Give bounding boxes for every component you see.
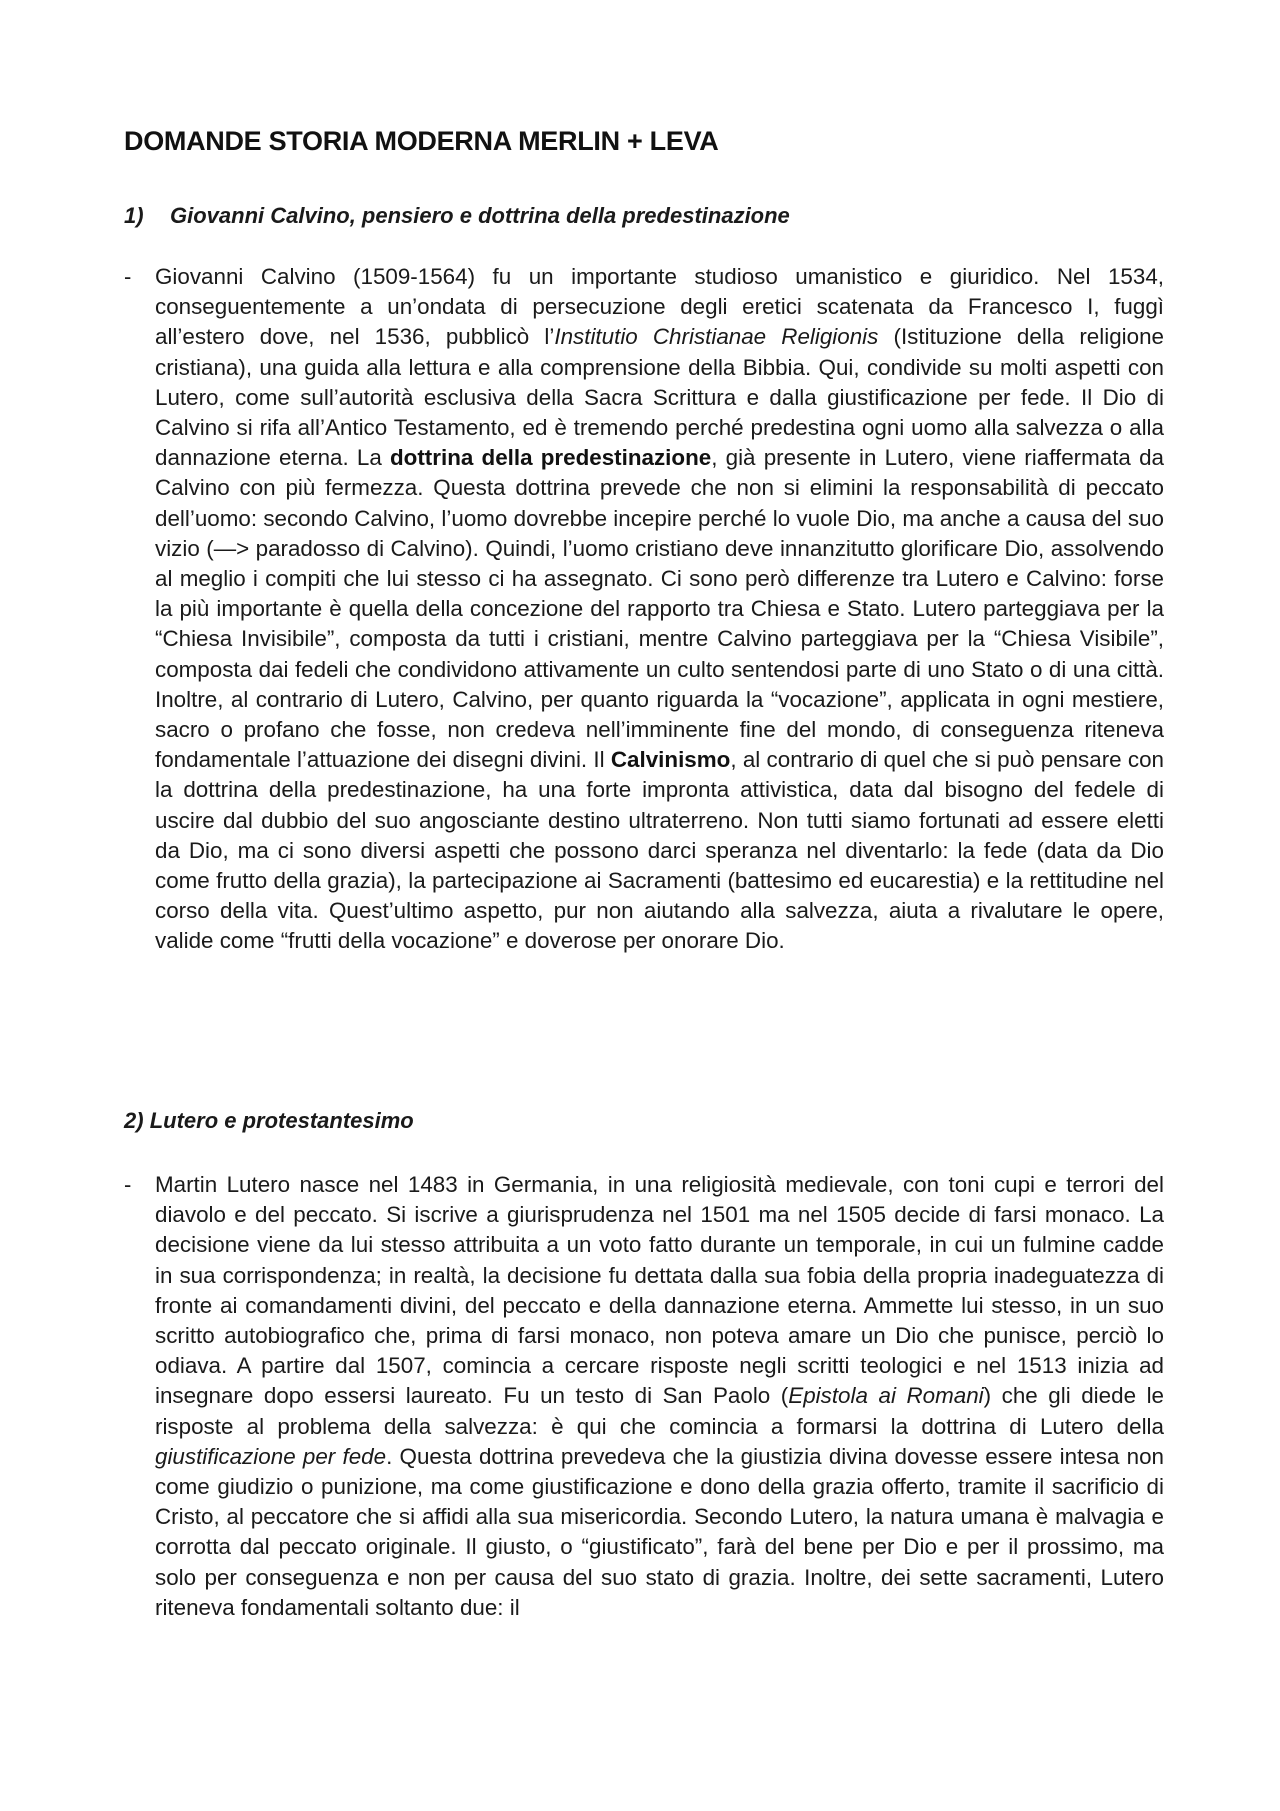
- answer-1-institutio-title: Institutio Christianae Religionis: [554, 324, 879, 350]
- question-1-number: 1): [124, 203, 144, 228]
- document-title: DOMANDE STORIA MODERNA MERLIN + LEVA: [124, 126, 719, 156]
- answer-1-text-b: (Istituzione della religione cristiana), una guida alla lettura e alla comprensione della Bibbia. Qui, condivide su molti aspetti con Lutero, come sull’autorità esclusiva della Sacra Scrittura e dalla giustificazione per fede. Il Dio di Calvino si rifa all’Antico Testamento, ed è tremendo perché predestina ogni uomo alla salvezza o alla dannazione eterna. La: [155, 324, 1164, 471]
- answer-1-text-c: , già presente in Lutero, viene riaffermata da Calvino con più fermezza. Questa dottrina prevede che non si elimini la responsabilità di peccato dell’uomo: secondo Calvino, l’uomo dovrebbe incepire perché lo vuole Dio, ma anche a causa del suo vizio (—> paradosso di Calvino). Quindi, l’uomo cristiano deve innanzitutto glorificare Dio, assolvendo al meglio i compiti che lui stesso ci ha assegnato. Ci sono però differenze tra Lutero e Calvino: forse la più importante è quella della concezione del rapporto tra Chiesa e Stato. Lutero parteggiava per la “Chiesa Invisibile”, composta da tutti i cristiani, mentre Calvino parteggiava per la “Chiesa Visibile”, composta dai fedeli che condividono attivamente un culto sentendosi parte di uno Stato o di una città. Inoltre, al contrario di Lutero, Calvino, per quanto riguarda la “vocazione”, applicata in ogni mestiere, sacro o profano che fosse, non credeva nell’imminente fine del mondo, di conseguenza riteneva fondamentale l’attuazione dei disegni divini. Il: [155, 445, 1164, 773]
- answer-2-paragraph: [155, 1170, 1164, 1623]
- answer-2-text-b: ) che gli diede le risposte al problema della salvezza: è qui che comincia a formarsi la dottrina di Lutero della: [155, 1383, 1164, 1439]
- answer-1-text-d: , al contrario di quel che si può pensare con la dottrina della predestinazione, ha una forte impronta attivistica, data dal bisogno del fedele di uscire dal dubbio del suo angosciante destino ultraterreno. Non tutti siamo fortunati ad essere eletti da Dio, ma ci sono diversi aspetti che possono darci speranza nel diventarlo: la fede (data da Dio come frutto della grazia), la partecipazione ai Sacramenti (battesimo ed eucarestia) e la rettitudine nel corso della vita. Quest’ultimo aspetto, pur non aiutando alla salvezza, aiuta a rivalutare le opere, valide come “frutti della vocazione” e doverose per onorare Dio.: [155, 747, 1164, 954]
- question-2-number: 2): [124, 1108, 144, 1133]
- question-2-title: Lutero e protestantesimo: [149, 1108, 414, 1133]
- answer-1-calvinism-term: Calvinismo: [610, 747, 731, 773]
- answer-2-text-a: Martin Lutero nasce nel 1483 in Germania, in una religiosità medievale, con toni cupi e terrori del diavolo e del peccato. Si iscrive a giurisprudenza nel 1501 ma nel 1505 decide di farsi monaco. La decisione viene da lui stesso attribuita a un voto fatto durante un temporale, in cui un fulmine cadde in sua corrispondenza; in realtà, la decisione fu dettata dalla sua fobia della propria inadeguatezza di fronte ai comandamenti divini, del peccato e della dannazione eterna. Ammette lui stesso, in un suo scritto autobiografico che, prima di farsi monaco, non poteva amare un Dio che punisce, perciò lo odiava. A partire dal 1507, comincia a cercare risposte negli scritti teologici e nel 1513 inizia ad insegnare dopo essersi laureato. Fu un testo di San Paolo (: [155, 1172, 1164, 1409]
- answer-1-predestination-term: dottrina della predestinazione: [390, 445, 712, 471]
- answer-2-justification-term: giustificazione per fede: [155, 1443, 387, 1469]
- question-1-title: Giovanni Calvino, pensiero e dottrina della predestinazione: [170, 203, 790, 228]
- answer-1-paragraph: [155, 262, 1164, 957]
- bullet-dash: -: [124, 264, 132, 289]
- question-2-heading: [124, 1108, 414, 1134]
- answer-2-text-c: . Questa dottrina prevedeva che la giustizia divina dovesse essere intesa non come giudizio o punizione, ma come giustificazione e dono della grazia offerto, tramite il sacrificio di Cristo, al peccatore che si affidi alla sua misericordia. Secondo Lutero, la natura umana è malvagia e corrotta dal peccato originale. Il giusto, o “giustificato”, farà del bene per Dio e per il prossimo, ma solo per conseguenza e non per causa del suo stato di grazia. Inoltre, dei sette sacramenti, Lutero riteneva fondamentali soltanto due: il: [155, 1443, 1164, 1620]
- answer-2: [124, 1170, 1164, 1623]
- answer-1-text-a: Giovanni Calvino (1509-1564) fu un importante studioso umanistico e giuridico. Nel 1534, conseguentemente a un’ondata di persecuzione degli eretici scatenata da Francesco I, fuggì all’estero dove, nel 1536, pubblicò l’: [155, 264, 1164, 350]
- answer-2-epistola-title: Epistola ai Romani: [788, 1383, 984, 1409]
- answer-1: [124, 262, 1164, 957]
- bullet-dash: -: [124, 1172, 132, 1197]
- question-1-heading: [124, 203, 790, 229]
